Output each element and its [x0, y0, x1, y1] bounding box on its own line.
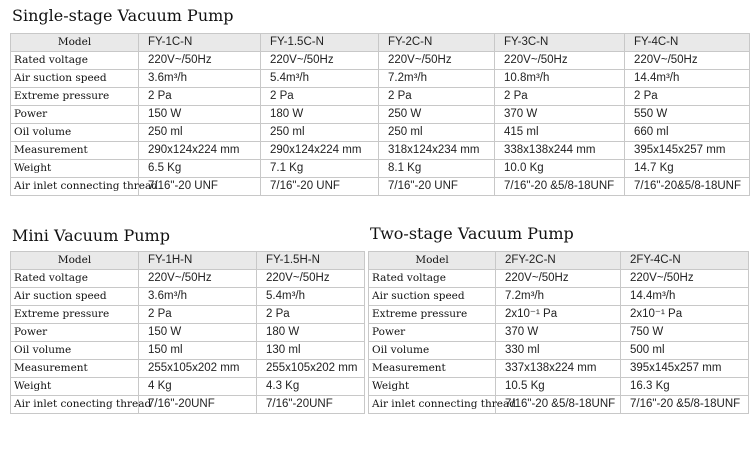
- header-row: [369, 252, 749, 270]
- spec-value-cell: 290x124x224 mm: [261, 142, 379, 160]
- spec-value-cell: 290x124x224 mm: [139, 142, 261, 160]
- spec-label-cell: Extreme pressure: [11, 306, 139, 324]
- model-name-cell: 2FY-4C-N: [621, 252, 749, 270]
- spec-value-cell: 180 W: [257, 324, 365, 342]
- spec-value-cell: 338x138x244 mm: [495, 142, 625, 160]
- table-row: [11, 342, 365, 360]
- table-row: [11, 106, 750, 124]
- spec-label-cell: Air inlet connecting thread: [369, 396, 496, 414]
- spec-value-cell: 4 Kg: [139, 378, 257, 396]
- spec-value-cell: 14.4m³/h: [625, 70, 750, 88]
- spec-label-cell: Measurement: [369, 360, 496, 378]
- spec-label-cell: Power: [369, 324, 496, 342]
- spec-value-cell: 2 Pa: [261, 88, 379, 106]
- spec-value-cell: 255x105x202 mm: [139, 360, 257, 378]
- model-name-cell: FY-3C-N: [495, 34, 625, 52]
- spec-value-cell: 415 ml: [495, 124, 625, 142]
- spec-value-cell: 220V~/50Hz: [139, 52, 261, 70]
- table-row: [11, 324, 365, 342]
- spec-value-cell: 2x10⁻¹ Pa: [496, 306, 621, 324]
- table-row: [369, 306, 749, 324]
- mini-title: Mini Vacuum Pump: [12, 226, 170, 245]
- spec-value-cell: 330 ml: [496, 342, 621, 360]
- spec-label-cell: Measurement: [11, 360, 139, 378]
- spec-value-cell: 5.4m³/h: [261, 70, 379, 88]
- spec-value-cell: 370 W: [496, 324, 621, 342]
- header-row: [11, 34, 750, 52]
- spec-value-cell: 3.6m³/h: [139, 288, 257, 306]
- spec-label-cell: Weight: [369, 378, 496, 396]
- spec-value-cell: 10.8m³/h: [495, 70, 625, 88]
- model-name-cell: FY-4C-N: [625, 34, 750, 52]
- spec-value-cell: 220V~/50Hz: [621, 270, 749, 288]
- spec-value-cell: 8.1 Kg: [379, 160, 495, 178]
- spec-value-cell: 255x105x202 mm: [257, 360, 365, 378]
- spec-value-cell: 337x138x224 mm: [496, 360, 621, 378]
- spec-value-cell: 7/16"-20 &5/8-18UNF: [496, 396, 621, 414]
- spec-value-cell: 2 Pa: [257, 306, 365, 324]
- spec-value-cell: 130 ml: [257, 342, 365, 360]
- table-row: [369, 324, 749, 342]
- spec-value-cell: 7/16"-20UNF: [139, 396, 257, 414]
- model-header-label: Model: [11, 34, 139, 52]
- two-stage-title: Two-stage Vacuum Pump: [370, 224, 574, 243]
- model-name-cell: FY-1.5H-N: [257, 252, 365, 270]
- spec-label-cell: Rated voltage: [369, 270, 496, 288]
- spec-value-cell: 14.7 Kg: [625, 160, 750, 178]
- spec-label-cell: Measurement: [11, 142, 139, 160]
- spec-value-cell: 395x145x257 mm: [621, 360, 749, 378]
- mini-table: [10, 251, 365, 414]
- spec-value-cell: 2 Pa: [139, 88, 261, 106]
- spec-value-cell: 2 Pa: [379, 88, 495, 106]
- spec-label-cell: Air inlet conecting thread: [11, 396, 139, 414]
- spec-label-cell: Weight: [11, 160, 139, 178]
- spec-value-cell: 7/16"-20 UNF: [379, 178, 495, 196]
- table-row: [11, 88, 750, 106]
- model-name-cell: FY-1H-N: [139, 252, 257, 270]
- table-row: [369, 396, 749, 414]
- spec-label-cell: Oil volume: [11, 124, 139, 142]
- spec-value-cell: 16.3 Kg: [621, 378, 749, 396]
- model-header-label: Model: [11, 252, 139, 270]
- spec-value-cell: 7/16"-20&5/8-18UNF: [625, 178, 750, 196]
- spec-value-cell: 7.1 Kg: [261, 160, 379, 178]
- table-row: [11, 378, 365, 396]
- spec-value-cell: 2 Pa: [495, 88, 625, 106]
- spec-value-cell: 150 W: [139, 106, 261, 124]
- spec-value-cell: 7/16"-20 &5/8-18UNF: [621, 396, 749, 414]
- spec-value-cell: 4.3 Kg: [257, 378, 365, 396]
- spec-value-cell: 318x124x234 mm: [379, 142, 495, 160]
- spec-label-cell: Extreme pressure: [369, 306, 496, 324]
- spec-value-cell: 7.2m³/h: [496, 288, 621, 306]
- spec-value-cell: 750 W: [621, 324, 749, 342]
- spec-value-cell: 220V~/50Hz: [257, 270, 365, 288]
- table-row: [11, 124, 750, 142]
- spec-value-cell: 250 ml: [379, 124, 495, 142]
- spec-value-cell: 660 ml: [625, 124, 750, 142]
- spec-value-cell: 220V~/50Hz: [261, 52, 379, 70]
- spec-value-cell: 10.0 Kg: [495, 160, 625, 178]
- table-row: [369, 270, 749, 288]
- single-stage-title: Single-stage Vacuum Pump: [12, 6, 234, 25]
- table-row: [11, 70, 750, 88]
- spec-value-cell: 220V~/50Hz: [625, 52, 750, 70]
- model-name-cell: FY-1.5C-N: [261, 34, 379, 52]
- table-row: [11, 52, 750, 70]
- spec-value-cell: 3.6m³/h: [139, 70, 261, 88]
- two-stage-table: [368, 251, 749, 414]
- spec-label-cell: Air suction speed: [11, 70, 139, 88]
- spec-value-cell: 220V~/50Hz: [496, 270, 621, 288]
- spec-label-cell: Oil volume: [369, 342, 496, 360]
- spec-value-cell: 250 ml: [139, 124, 261, 142]
- spec-value-cell: 5.4m³/h: [257, 288, 365, 306]
- spec-label-cell: Rated voltage: [11, 270, 139, 288]
- spec-label-cell: Oil volume: [11, 342, 139, 360]
- header-row: [11, 252, 365, 270]
- spec-value-cell: 550 W: [625, 106, 750, 124]
- spec-value-cell: 220V~/50Hz: [379, 52, 495, 70]
- spec-value-cell: 395x145x257 mm: [625, 142, 750, 160]
- spec-value-cell: 150 ml: [139, 342, 257, 360]
- spec-label-cell: Air suction speed: [11, 288, 139, 306]
- spec-label-cell: Air inlet connecting thread: [11, 178, 139, 196]
- spec-label-cell: Power: [11, 106, 139, 124]
- spec-label-cell: Power: [11, 324, 139, 342]
- single-stage-table: [10, 33, 750, 196]
- spec-label-cell: Weight: [11, 378, 139, 396]
- spec-value-cell: 7/16"-20 UNF: [261, 178, 379, 196]
- table-row: [11, 270, 365, 288]
- table-row: [11, 142, 750, 160]
- table-row: [11, 178, 750, 196]
- table-row: [11, 288, 365, 306]
- spec-value-cell: 500 ml: [621, 342, 749, 360]
- table-row: [11, 360, 365, 378]
- table-row: [11, 160, 750, 178]
- spec-value-cell: 7/16"-20UNF: [257, 396, 365, 414]
- spec-value-cell: 6.5 Kg: [139, 160, 261, 178]
- table-row: [369, 342, 749, 360]
- spec-label-cell: Rated voltage: [11, 52, 139, 70]
- spec-value-cell: 2 Pa: [625, 88, 750, 106]
- spec-label-cell: Air suction speed: [369, 288, 496, 306]
- table-row: [369, 360, 749, 378]
- spec-value-cell: 7.2m³/h: [379, 70, 495, 88]
- spec-value-cell: 250 W: [379, 106, 495, 124]
- spec-value-cell: 10.5 Kg: [496, 378, 621, 396]
- model-name-cell: FY-2C-N: [379, 34, 495, 52]
- spec-value-cell: 220V~/50Hz: [139, 270, 257, 288]
- spec-value-cell: 180 W: [261, 106, 379, 124]
- model-header-label: Model: [369, 252, 496, 270]
- table-row: [11, 396, 365, 414]
- spec-value-cell: 14.4m³/h: [621, 288, 749, 306]
- model-name-cell: FY-1C-N: [139, 34, 261, 52]
- model-name-cell: 2FY-2C-N: [496, 252, 621, 270]
- table-row: [369, 288, 749, 306]
- spec-value-cell: 150 W: [139, 324, 257, 342]
- spec-label-cell: Extreme pressure: [11, 88, 139, 106]
- spec-value-cell: 7/16"-20 UNF: [139, 178, 261, 196]
- spec-value-cell: 7/16"-20 &5/8-18UNF: [495, 178, 625, 196]
- spec-value-cell: 2 Pa: [139, 306, 257, 324]
- table-row: [369, 378, 749, 396]
- spec-value-cell: 2x10⁻¹ Pa: [621, 306, 749, 324]
- spec-value-cell: 220V~/50Hz: [495, 52, 625, 70]
- spec-value-cell: 370 W: [495, 106, 625, 124]
- spec-value-cell: 250 ml: [261, 124, 379, 142]
- table-row: [11, 306, 365, 324]
